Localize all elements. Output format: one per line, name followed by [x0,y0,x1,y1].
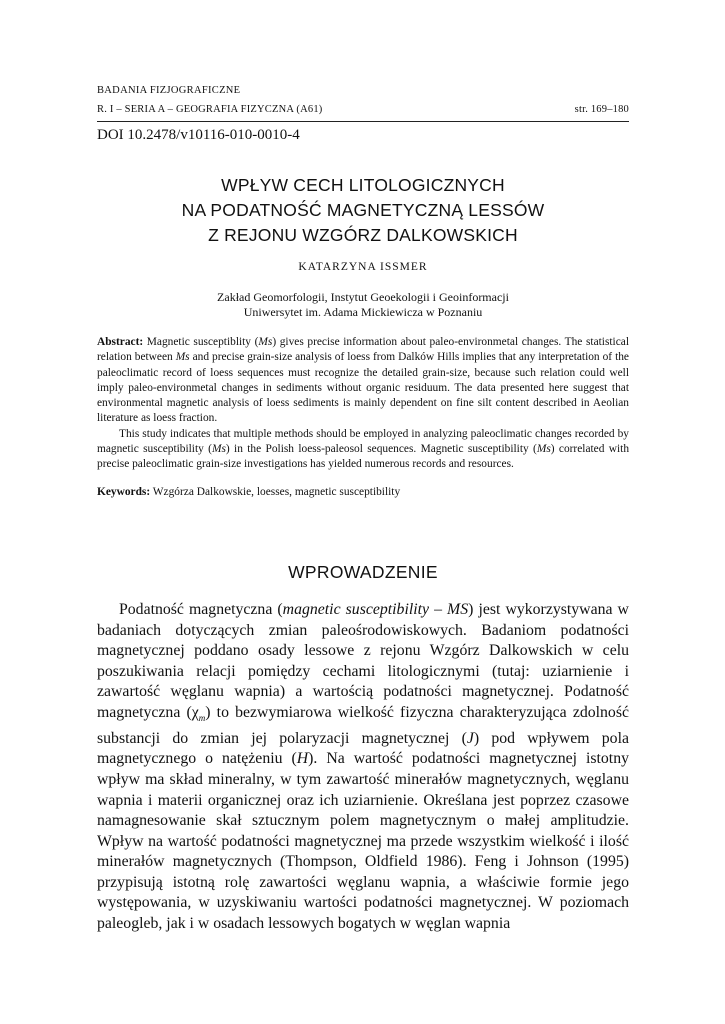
abstract-ms: Ms [536,443,551,456]
chi-subscript: m [198,713,206,724]
abstract-text: ) gives precise information about paleo-environmetal changes. The statistical relation between [97,336,629,364]
body-emphasis: magnetic susceptibility – MS [282,601,469,618]
affiliation [97,290,629,320]
abstract-ms: Ms [211,443,226,456]
abstract-text: Magnetic susceptiblity ( [143,336,259,348]
affiliation-line-1: Zakład Geomorfologii, Instytut Geoekologii i Geoinformacji [217,290,509,304]
author: KATARZYNA ISSMER [298,261,428,273]
abstract-label: Abstract: [97,336,144,348]
section-heading: WPROWADZENIE [288,562,438,582]
body-span: ) pod wpływem pola magnetycznego o natężeniu ( [97,729,629,768]
body-span: ) jest wykorzystywana w badaniach dotyczących zmian paleośrodowiskowych. Badaniom podatności magnetycznej poddano osady lessowe z rejonu Wzgórz Dalkowskich w celu poszukiwania relacji pomiędzy cechami litologicznymi (tutaj: uziarnienie i zawartość węglanu wapnia) a wartością podatności magnetycznej. Podatność magnetyczna ( [97,601,629,721]
abstract-paragraph-2 [97,427,629,473]
symbol-h: H [296,750,309,768]
abstract-text: and precise grain-size analysis of loess from Dalków Hills implies that any interpretation of the paleoclimatic record of loess sequences must recognize the detailed grain-size, because such relation could well imply paleo-environmetal changes in sediments without organic residuum. The data presented here suggest that environmental magnetic analysis of loess sediments is mainly dependent on fine silt content described in Aeolian literature as loess fraction. [97,351,629,425]
series-row [97,104,629,115]
body-paragraph [97,600,629,935]
abstract-ms: Ms [175,351,190,364]
affiliation-line-2: Uniwersytet im. Adama Mickiewicza w Poznaniu [243,305,483,319]
series-label: R. I – SERIA A – GEOGRAFIA FIZYCZNA (A61) [97,104,323,115]
chi-symbol: χ [191,703,199,721]
page-range: str. 169–180 [574,104,629,115]
body-text [97,600,629,935]
body-span: Podatność magnetyczna ( [119,601,283,618]
abstract-text: ) in the Polish loess-paleosol sequences. Magnetic susceptibility ( [225,443,537,456]
doi: DOI 10.2478/v10116-010-0010-4 [97,127,300,143]
title-line-1: WPŁYW CECH LITOLOGICZNYCH [221,175,505,195]
abstract-text: ) correlated with precise paleoclimatic grain-size investigations has yielded numerous records and resources. [97,443,630,471]
keywords-text: Wzgórza Dalkowskie, loesses, magnetic susceptibility [150,486,401,498]
keywords [97,486,629,498]
paper-title [97,173,629,248]
header-rule [97,121,629,122]
symbol-j: J [466,729,474,747]
keywords-label: Keywords: [97,486,151,498]
journal-name: BADANIA FIZJOGRAFICZNE [97,85,241,96]
title-line-2: NA PODATNOŚĆ MAGNETYCZNĄ LESSÓW [181,200,545,220]
abstract-paragraph-1 [97,335,629,427]
abstract [97,335,629,473]
body-span: ) to bezwymiarowa wielkość fizyczna charakteryzująca zdolność substancji do zmian jej polaryzacji magnetycznej ( [97,703,629,747]
body-span: ). Na wartość podatności magnetycznej istotny wpływ ma skład mineralny, w tym zawartość minerałów magnetycznych, węglanu wapnia i materii organicznej oraz ich uziarnienie. Określana jest poprzez czasowe namagnesowanie skał sztucznym polem magnetycznym o małej amplitudzie. Wpływ na wartość podatności magnetycznej ma przede wszystkim wielkość i ilość minerałów magnetycznych (Thompson, Oldfield 1986). Feng i Johnson (1995) przypisują istotną rolę zawartości węglanu wapnia, a właściwie formie jego występowania, w uzyskiwaniu wartości podatności magnetycznej. W poziomach paleogleb, jak i w osadach lessowych bogatych w węglan wapnia [97,750,629,933]
abstract-text: This study indicates that multiple methods should be employed in analyzing paleoclimatic changes recorded by magnetic susceptibility ( [97,427,629,456]
title-line-3: Z REJONU WZGÓRZ DALKOWSKICH [208,225,518,245]
abstract-ms: Ms [258,336,273,348]
